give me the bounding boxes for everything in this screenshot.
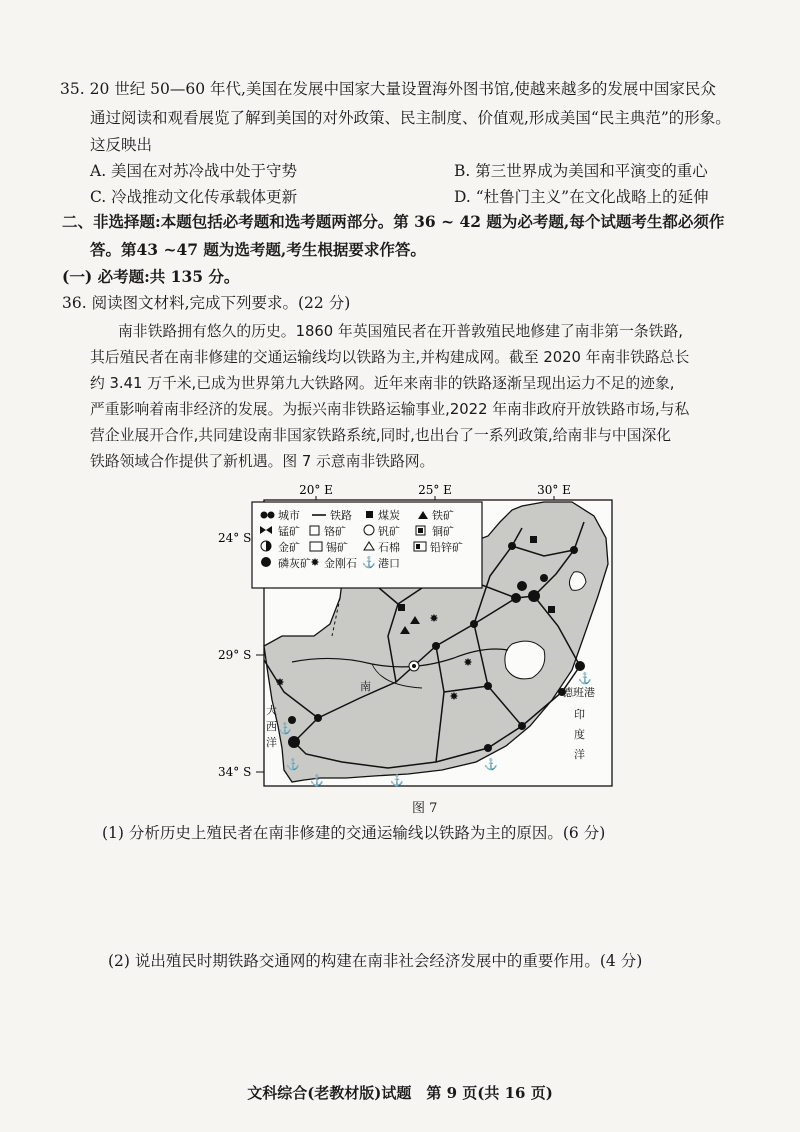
svg-text:⚓: ⚓ — [310, 774, 324, 787]
lat-label-34: 34° S — [218, 765, 252, 779]
q35-option-d: D. “杜鲁门主义”在文化战略上的延伸 — [454, 188, 709, 206]
q36-prompt: 36. 阅读图文材料,完成下列要求。(22 分) — [62, 294, 351, 312]
svg-text:⚓: ⚓ — [578, 672, 592, 685]
q35-option-b: B. 第三世界成为美国和平演变的重心 — [454, 162, 708, 180]
q36-sub1: (1) 分析历史上殖民者在南非修建的交通运输线以铁路为主的原因。(6 分) — [102, 824, 606, 842]
svg-text:✸: ✸ — [463, 656, 473, 669]
label-atlantic-3: 洋 — [266, 736, 277, 749]
legend-label-copper: 铜矿 — [432, 525, 454, 538]
label-south: 南 — [360, 680, 371, 693]
svg-text:⚓: ⚓ — [362, 556, 376, 569]
label-indian-ocean-2: 度 — [574, 728, 585, 741]
legend-label-diamond: 金刚石 — [324, 557, 357, 570]
svg-text:✸: ✸ — [275, 676, 285, 689]
page-footer: 文科综合(老教材版)试题 第 9 页(共 16 页) — [247, 1084, 553, 1102]
label-atlantic-1: 大 — [266, 704, 277, 717]
svg-text:✸: ✸ — [449, 690, 459, 703]
lon-label-25: 25° E — [418, 483, 452, 497]
q36-para-line1: 南非铁路拥有悠久的历史。1860 年英国殖民者在开普敦殖民地修建了南非第一条铁路, — [118, 323, 683, 340]
label-atlantic-2: 西 — [266, 720, 277, 733]
svg-text:⚓: ⚓ — [484, 758, 498, 771]
q35-stem-line2: 通过阅读和观看展览了解到美国的对外政策、民主制度、价值观,形成美国“民主典范”的形象。 — [90, 109, 731, 127]
svg-text:⚓: ⚓ — [390, 774, 404, 787]
section2-heading-line1: 二、非选择题:本题包括必考题和选考题两部分。第 36 ~ 42 题为必考题,每个试题考生都必须作 — [62, 212, 725, 231]
svg-text:⚓: ⚓ — [278, 722, 292, 735]
lon-label-20: 20° E — [299, 483, 333, 497]
lat-label-29: 29° S — [218, 648, 252, 662]
legend-label-phosphate: 磷灰矿 — [278, 557, 311, 570]
q36-sub2: (2) 说出殖民时期铁路交通网的构建在南非社会经济发展中的重要作用。(4 分) — [108, 952, 643, 970]
q36-para-line5: 营企业展开合作,共同建设南非国家铁路系统,同时,也出台了一系列政策,给南非与中国深化 — [90, 427, 672, 444]
q36-para-line4: 严重影响着南非经济的发展。为振兴南非铁路运输事业,2022 年南非政府开放铁路市场,与私 — [90, 401, 690, 418]
south-africa-railway-map — [218, 483, 614, 787]
q36-para-line3: 约 3.41 万千米,已成为世界第九大铁路网。近年来南非的铁路逐渐呈现出运力不足的迹象, — [90, 375, 675, 392]
q35-stem-line1: 35. 20 世纪 50—60 年代,美国在发展中国家大量设置海外图书馆,使越来越多的发展中国家民众 — [60, 80, 716, 98]
svg-text:✸: ✸ — [310, 556, 320, 569]
svg-text:⚓: ⚓ — [286, 758, 300, 771]
figure-caption: 图 7 — [412, 801, 438, 816]
svg-text:✸: ✸ — [429, 612, 439, 625]
q35-option-a: A. 美国在对苏冷战中处于守势 — [90, 162, 298, 180]
legend-label-asbestos: 石棉 — [378, 541, 400, 554]
legend-label-chromium: 铬矿 — [324, 525, 346, 538]
lat-label-24: 24° S — [218, 531, 252, 545]
q35-option-c: C. 冷战推动文化传承载体更新 — [90, 188, 298, 206]
q35-stem-line3: 这反映出 — [90, 136, 153, 154]
label-durban: 德班港 — [562, 686, 595, 699]
q36-para-line6: 铁路领域合作提供了新机遇。图 7 示意南非铁路网。 — [90, 453, 435, 470]
legend-label-manganese: 锰矿 — [278, 525, 300, 538]
legend-label-tin: 锡矿 — [326, 541, 348, 554]
q36-para-line2: 其后殖民者在南非修建的交通运输线均以铁路为主,并构建成网。截至 2020 年南非铁路总长 — [90, 349, 690, 366]
legend-label-port: 港口 — [378, 557, 400, 570]
legend-label-vanadium: 钒矿 — [378, 525, 400, 538]
legend-label-leadzinc: 铅锌矿 — [430, 541, 463, 554]
legend-label-coal: 煤炭 — [378, 509, 400, 522]
legend-label-gold: 金矿 — [278, 541, 300, 554]
section2-heading-line2: 答。第43 ~47 题为选考题,考生根据要求作答。 — [90, 240, 426, 259]
legend-label-iron: 铁矿 — [432, 509, 454, 522]
label-indian-ocean-3: 洋 — [574, 748, 585, 761]
legend-label-city: 城市 — [278, 509, 300, 522]
legend-label-railway: 铁路 — [330, 509, 352, 522]
section2-required: (一) 必考题:共 135 分。 — [62, 267, 240, 286]
label-indian-ocean-1: 印 — [574, 708, 585, 721]
lon-label-30: 30° E — [537, 483, 571, 497]
